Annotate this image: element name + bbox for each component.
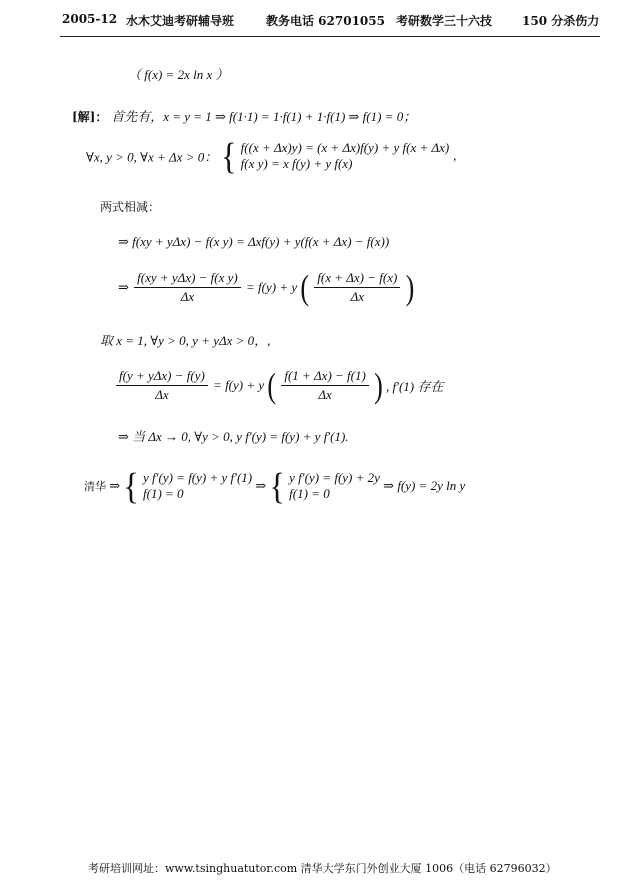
existence-note: , f′(1) 存在 xyxy=(386,379,444,394)
left-brace: { xyxy=(123,465,139,507)
implies-arrow: ⇒ xyxy=(118,279,129,295)
solution-label: [解]： xyxy=(72,110,108,124)
solution-line-1 xyxy=(72,106,416,125)
header-course: 水木艾迪考研辅导班 xyxy=(126,14,235,28)
final-result: ⇒ f(y) = 2y ln y xyxy=(383,478,466,493)
equation-system-1 xyxy=(221,135,450,177)
step-4-equation xyxy=(118,267,415,307)
fraction xyxy=(134,270,241,305)
fraction xyxy=(281,368,369,403)
comma-text: , xyxy=(453,148,457,163)
system-equation: y f′(y) = f(y) + 2y xyxy=(289,470,380,485)
fraction-numerator: f(y + yΔx) − f(y) xyxy=(116,368,208,386)
fraction xyxy=(314,270,400,305)
final-derivation xyxy=(84,465,466,507)
page-footer: 考研培训网址：www.tsinghuatutor.com 清华大学东门外创业大厦 1006（电话 62796032） xyxy=(88,862,557,875)
condition-text: ∀x, y > 0, ∀x + Δx > 0： xyxy=(86,149,218,165)
fraction-denominator: Δx xyxy=(350,289,364,304)
header-divider xyxy=(60,36,600,37)
step-6-equation xyxy=(114,365,444,405)
fraction xyxy=(116,368,208,403)
subtract-label: 两式相减： xyxy=(100,200,161,214)
step-1-text: 首先有，x = y = 1 ⇒ f(1·1) = 1·f(1) + 1·f(1) ⇒ f(1) = 0； xyxy=(111,109,417,124)
step-7-equation: ⇒ 当 Δx → 0, ∀y > 0, y f′(y) = f(y) + y f′(1). xyxy=(118,429,349,444)
equation-middle: = f(y) + y xyxy=(246,279,298,295)
equation-middle: = f(y) + y xyxy=(213,377,265,393)
left-brace: { xyxy=(221,135,237,177)
implies-arrow: ⇒ xyxy=(255,478,267,493)
condition-system xyxy=(86,135,457,177)
left-brace: { xyxy=(269,465,285,507)
header-book: 考研数学三十六技 xyxy=(396,14,493,28)
fraction-denominator: Δx xyxy=(318,387,332,402)
equation-system-3 xyxy=(269,465,380,507)
system-equation: f(1) = 0 xyxy=(143,486,184,501)
final-prefix: 清华 xyxy=(84,481,106,493)
fraction-numerator: f(x + Δx) − f(x) xyxy=(314,270,400,288)
right-paren: ) xyxy=(374,365,383,405)
fraction-numerator: f(xy + yΔx) − f(x y) xyxy=(134,270,241,288)
header-phone: 教务电话 62701055 xyxy=(266,14,385,28)
system-equation: y f′(y) = f(y) + y f′(1) xyxy=(143,470,253,485)
step-3-equation: ⇒ f(xy + yΔx) − f(x y) = Δxf(y) + y(f(x + Δx) − f(x)) xyxy=(118,234,390,249)
system-equation: f(x y) = x f(y) + y f(x) xyxy=(240,156,353,171)
header-date: 2005-12 xyxy=(62,12,118,26)
left-paren: ( xyxy=(300,267,310,307)
system-equation: f((x + Δx)y) = (x + Δx)f(y) + y f(x + Δx) xyxy=(240,140,450,155)
system-equation: f(1) = 0 xyxy=(289,486,330,501)
header-tagline: 150 分杀伤力 xyxy=(522,14,600,28)
implies-arrow: ⇒ xyxy=(109,478,121,493)
left-paren: ( xyxy=(267,365,277,405)
right-paren: ) xyxy=(405,267,415,307)
step-5-text: 取 x = 1, ∀y > 0, y + yΔx > 0，, xyxy=(100,333,271,348)
fraction-denominator: Δx xyxy=(155,387,169,402)
answer-hint: （ f(x) = 2x ln x ） xyxy=(128,67,229,82)
equation-system-2 xyxy=(123,465,253,507)
page-header xyxy=(62,12,602,32)
fraction-denominator: Δx xyxy=(180,289,195,304)
fraction-numerator: f(1 + Δx) − f(1) xyxy=(281,368,369,386)
